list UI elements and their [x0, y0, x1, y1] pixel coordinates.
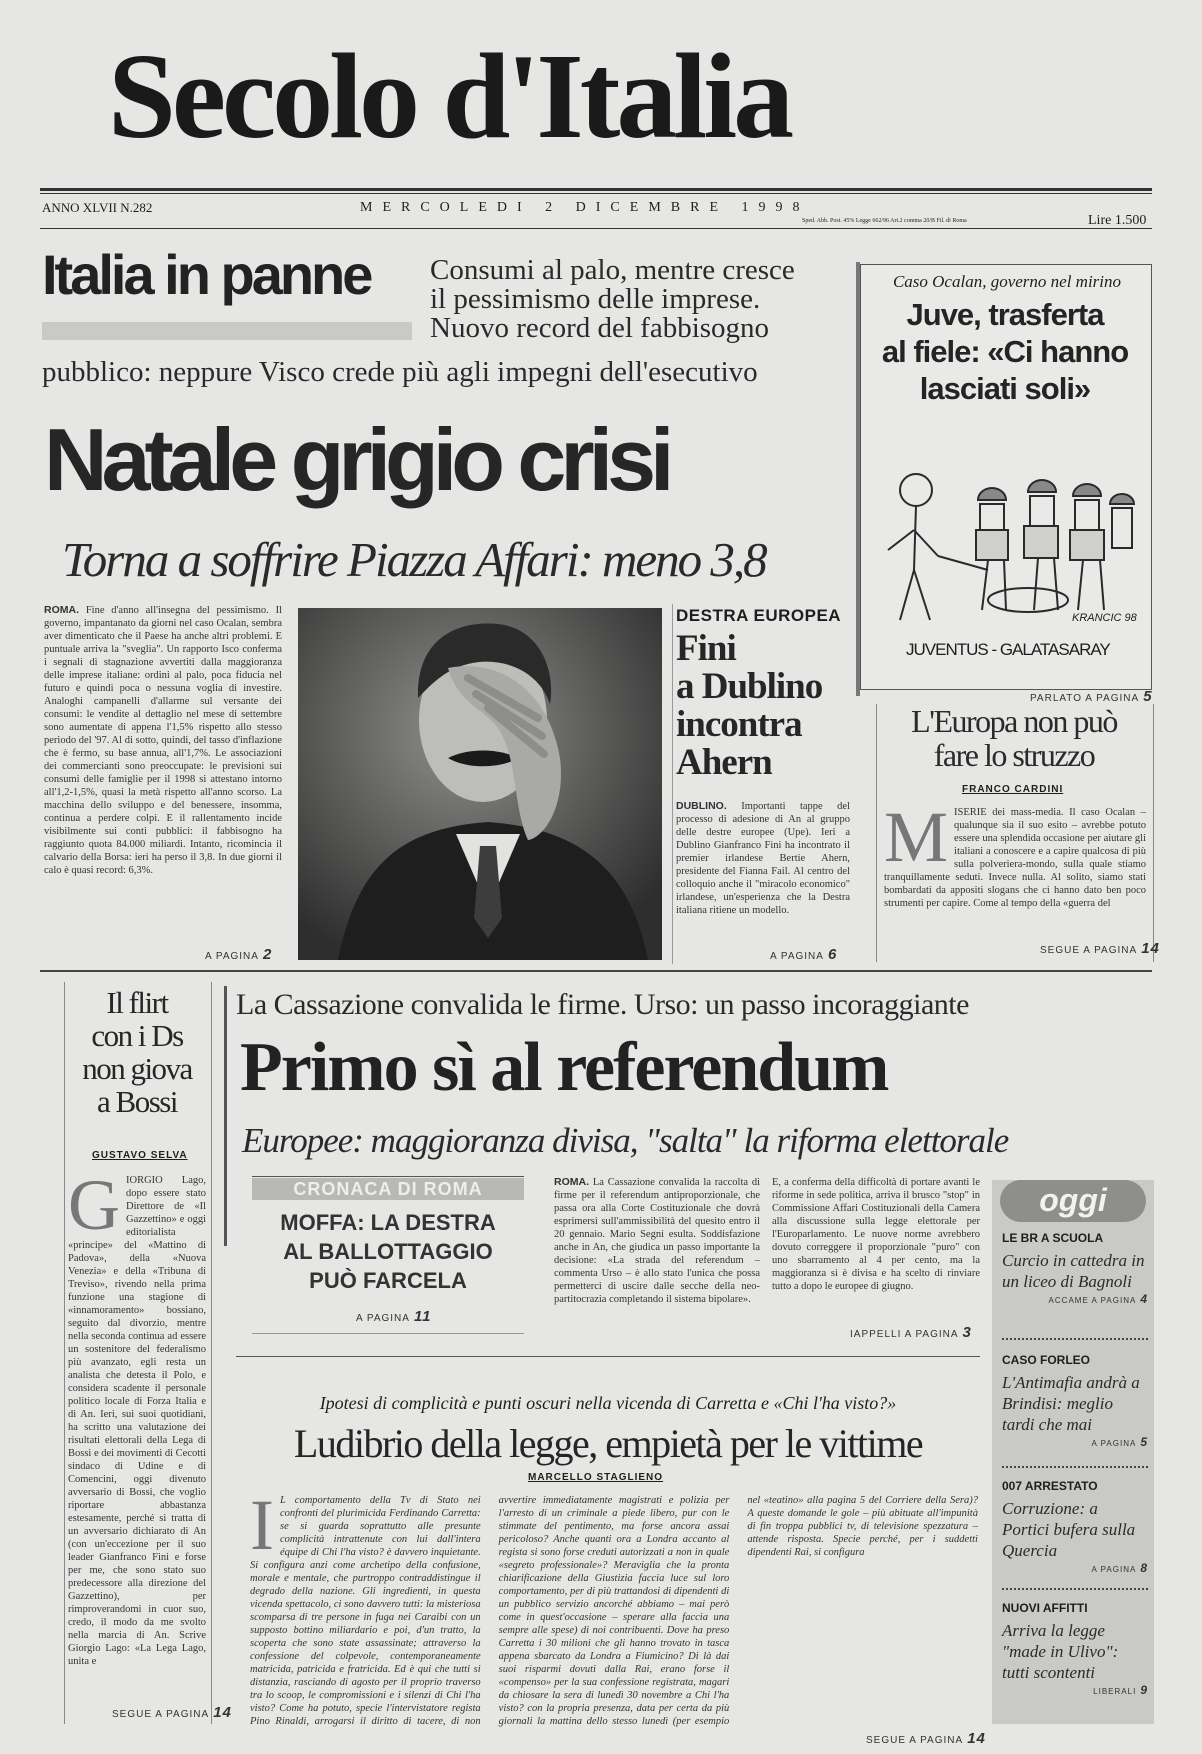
cronaca-jump[interactable]: A PAGINA 11 [356, 1308, 432, 1325]
ocalan-jump[interactable]: PARLATO A PAGINA 5 [1030, 688, 1153, 705]
referendum-body-1: ROMA. La Cassazione convalida la raccolta di firme per il referendum antiproporzionale, che passa ora alla Corte Costituzionale che dovrà esprimersi sull'ammissibilità del quesito entro il 20 gennaio. Mario Segni esulta. Soddisfazione anche in An, che giudica un passo importante la decisione: «La strada del referendum – commenta Urso – è allo stato l'unica che possa permetterci di uscire dalle secche della neo-partitocrazia completando il sistema bipolare». [554, 1176, 760, 1305]
fini-jump[interactable]: A PAGINA 6 [770, 946, 838, 963]
deck-line-4: pubblico: neppure Visco crede più agli impegni dell'esecutivo [42, 356, 758, 388]
editorial-headline: L'Europa non può fare lo struzzo [911, 703, 1117, 773]
deck-line-1: Consumi al palo, mentre cresce [430, 254, 795, 286]
lead-deck [430, 256, 850, 343]
issue-number: ANNO XLVII N.282 [42, 200, 153, 215]
issue-date: MERCOLEDI 2 DICEMBRE 1998 [360, 200, 810, 215]
lead-photo [298, 608, 662, 960]
oggi-title: oggi [1000, 1180, 1146, 1222]
photo-portrait [298, 608, 662, 960]
editorial-byline: FRANCO CARDINI [962, 784, 1064, 795]
deck-line-3: Nuovo record del fabbisogno [430, 312, 770, 344]
oggi-item-1[interactable]: LE BR A SCUOLA Curcio in cattedra in un liceo di Bagnoli ACCAME A PAGINA 4 [1002, 1231, 1148, 1306]
oggi-item-3[interactable]: 007 ARRESTATO Corruzione: a Portici bufera sulla Quercia A PAGINA 8 [1002, 1479, 1148, 1575]
referendum-kicker: La Cassazione convalida le firme. Urso: un passo incoraggiante [236, 988, 969, 1021]
lead-jump[interactable]: A PAGINA 2 [205, 946, 273, 963]
selva-jump[interactable]: SEGUE A PAGINA 14 [112, 1704, 232, 1721]
selva-headline: Il flirt con i Ds non giova a Bossi [82, 985, 192, 1119]
oggi-item-2[interactable]: CASO FORLEO L'Antimafia andrà a Brindisi: meglio tardi che mai A PAGINA 5 [1002, 1353, 1148, 1449]
carretta-jump[interactable]: SEGUE A PAGINA 14 [866, 1730, 986, 1747]
fini-headline: Fini a Dublino incontra Ahern [676, 628, 823, 783]
selva-body: GIORGIO Lago, dopo essere stato Direttore de «Il Gazzettino» e oggi editorialista «principe» del «Mattino di Padova», della «Nuova Venezia» e della «Tribuna di Treviso», rivendo nella prima funzione una stagione di «innamoramento» bossiano, seguito dal divorzio, mentre nella seconda continua ad essere un sostenitore del federalismo più avanzato, egli resta un analista che detesta il Polo, e considera scadente il personale politico locale di Forza Italia e di An. Ieri, sui suoi quotidiani, ha scritto una valutazione dei risultati elettorali della Lega di Bossi e dei movimenti di Cecotti sindaco di Udine e di Comencini, oggi divenuto avversario di Bossi, che voglio riportare abbastanza estesamente, perché si tratta di un avversario dichiarato di An (con un'eccezione per il suo leader Gianfranco Fini e forse per me, che sono stato suo predecessore alla direzione del Gazzettino), per rimproverandomi in cuor suo, credo, il modo da me svolto nella marcia di An. Scrive Giorgio Lago: «La Lega Lago, unita e [68, 1174, 206, 1667]
ocalan-headline: Juve, trasferta al fiele: «Ci hanno lasciati soli» [881, 297, 1129, 406]
lead-headline: Natale grigio crisi [44, 410, 669, 509]
fini-body: DUBLINO. Importanti tappe del processo di adesione di An al gruppo delle destre europee (Upe). Ieri a Dublino Gianfranco Fini ha incontrato il premier irlandese Bertie Ahern, presidente del Fianna Fail. Al centro del colloquio anche il "miracolo economico" irlandese, un'esperienza che la Destra italiana ritiene un modello. [676, 800, 850, 916]
referendum-headline: Primo sì al referendum [240, 1029, 888, 1106]
cronaca-headline: MOFFA: LA DESTRA AL BALLOTTAGGIO PUÒ FARCELA [280, 1210, 496, 1293]
lead-dateline: ROMA. [44, 604, 79, 616]
referendum-body-2: E, a conferma della difficoltà di portare avanti le riforme in sede politica, arriva il brusco "stop" in Commissione Affari Costituzionali della Camera alla discussione sulla legge elettorale per l'Europarlamento. Le nuove norme avrebbero dovuto correggere il proporzionale "puro" con uno sbarramento al 4 per cento, ma la maggioranza si è divisa e ha scelto di rinviare tutto a dopo le europee di giugno. [772, 1177, 980, 1292]
cronaca-banner: CRONACA DI ROMA [252, 1178, 524, 1200]
editorial-jump[interactable]: SEGUE A PAGINA 14 [1040, 940, 1160, 957]
carretta-kicker: Ipotesi di complicità e punti oscuri nella vicenda di Carretta e «Chi l'ha visto?» [319, 1393, 897, 1413]
fini-kicker: DESTRA EUROPEA [676, 606, 842, 625]
carretta-byline: MARCELLO STAGLIENO [528, 1472, 664, 1483]
referendum-subhead: Europee: maggioranza divisa, "salta" la riforma elettorale [242, 1121, 1009, 1160]
lead-subhead: Torna a soffrire Piazza Affari: meno 3,8 [62, 532, 766, 587]
lead-kicker: Italia in panne [42, 243, 371, 306]
postal-notice: Sped. Abb. Post. 45% Legge 662/96 Art.2 comma 20/B Fil. di Roma [802, 218, 967, 224]
ocalan-kicker: Caso Ocalan, governo nel mirino [892, 272, 1122, 291]
masthead-title: Secolo d'Italia [108, 29, 791, 164]
cartoon-signature: KRANCIC 98 [1072, 612, 1137, 624]
carretta-headline: Ludibrio della legge, empietà per le vittime [293, 1421, 923, 1466]
editorial-body: MISERIE dei mass-media. Il caso Ocalan – qualunque sia il suo esito – avrebbe potuto essere una splendida occasione per aiutare gli italiani a conoscere e a capire qualcosa di più sulla polveriera-mondo, sulla quale stiamo tranquillamente seduti. Invece nulla. Al solito, siamo stati bombardati da appositi slogans che ci hanno dato ben poco strumenti per capire. Come al tempo della «guerra del [884, 806, 1146, 909]
referendum-jump[interactable]: IAPPELLI A PAGINA 3 [850, 1324, 972, 1341]
oggi-item-4[interactable]: NUOVI AFFITTI Arriva la legge "made in Ulivo": tutti scontenti LIBERALI 9 [1002, 1601, 1148, 1697]
carretta-body: I L comportamento della Tv di Stato nei confronti del plurimicida Ferdinando Carretta: se si guarda soprattutto alle presunte complicità intrattenute con lui dall'intera équipe di Chi l'ha visto? è davvero inquietante. Si configura anzi come archetipo della confusione, morale e mentale, che purtroppo contraddistingue il degrado della nazione. Gli ingredienti, in questa vicenda spettacolo, ci sono davvero tutti: la misteriosa scomparsa di tre persone in fuga nei Caraibi con un supposto bottino miliardario e poi, d'un tratto, la scoperta che sono state assassinate; attraverso la confessione del colpevole, contemporaneamente matricida, patricida e fratricida. Ed è qui che tutti si distanzia, rasciando di agosto per il proprio traverso tra lo scoop, le compromissioni e i silenzi di Chi l'ha visto? Come ha potuto, specie l'intervistatore regista Pino Rinaldi, arrogarsi il diritto di tacere, di non avvertire immediatamente magistrati e polizia per l'arresto di un criminale a piede libero, pur con le stimmate del pentimento, ma forse ancora assai pericoloso? Anche quanti ora a Londra accanto al regista si sono forse creduti autorizzati a non in quale «segreto professionale»? Meraviglia che la pronta chiarificazione della Giustizia faccia luce sul loro comportamento, per di più trattandosi di dipendenti di un pubblico servizio ancorché abbiamo – mai però come in quest'occasione – sperare alla faccia una sempre alle spese) di noi contribuenti. Dove ha preso Carretta i 30 milioni che gli hanno trovato in tasca appena sbarcato da Londra a Fiumicino? Di là dai suoi risparmi dovuti dalla Rai, erano forse il «compenso» per la sua confessione registrata, magari da chiosare la sera di lunedì 30 novembre a Chi l'ha visto? con la propria presenza, data per certa da più giornali la mattina dello stesso lunedì (per esempio nel «teatino» alla pagina 5 del Corriere della Sera)? A queste domande le gole – più abituate all'impunità di fin troppa pubblici tv, di televisione spezzatura – attende risposta. Specie perché, per i suddetti dipendenti Rai, si configura [250, 1494, 978, 1727]
deck-line-2: il pessimismo delle imprese. [430, 283, 761, 315]
lead-body [44, 604, 282, 952]
cartoon-caption: JUVENTUS - GALATASARAY [906, 640, 1110, 659]
issue-price: Lire 1.500 [1088, 213, 1147, 228]
lead-body-text: Fine d'anno all'insegna del pessimismo. Il governo, impantanato da giorni nel caso Ocalan, sembra aver dimenticato che il Paese ha anche altri problemi. E puntuale arriva la "sveglia". Un rapporto Isco conferma i segnali di stagnazione avvertiti dalla maggioranza delle imprese italiane: ordini al palo, poca fiducia nel futuro e quindi poca o nessuna voglia di investire. Analoghi campanelli d'allarme sul versante dei consumi: le vendite al dettaglio nel mese di settembre sono aumentate di appena l'1,5% rispetto allo stesso periodo del '97. Al di sotto, quindi, del tasso d'inflazione che è fermo, su base annua, all'1,7%. Le associazioni dei commercianti sono preoccupate: le previsioni sui consumi delle famiglie per il 1998 si attestano intorno all'1,2-1,5%, quasi la metà rispetto all'anno scorso. La macchina dello sviluppo e del benessere, insomma, continua a perdere colpi. E il rallentamento incide visibilmente sui conti pubblici: il fabbisogno ha raggiunto quota 84.000 miliardi. Intanto, ricomincia il calvario della Borsa: ieri ha perso il 3,8. In due giorni il calo è quasi record: 6,3%. [44, 605, 282, 876]
selva-byline: GUSTAVO SELVA [92, 1150, 188, 1161]
